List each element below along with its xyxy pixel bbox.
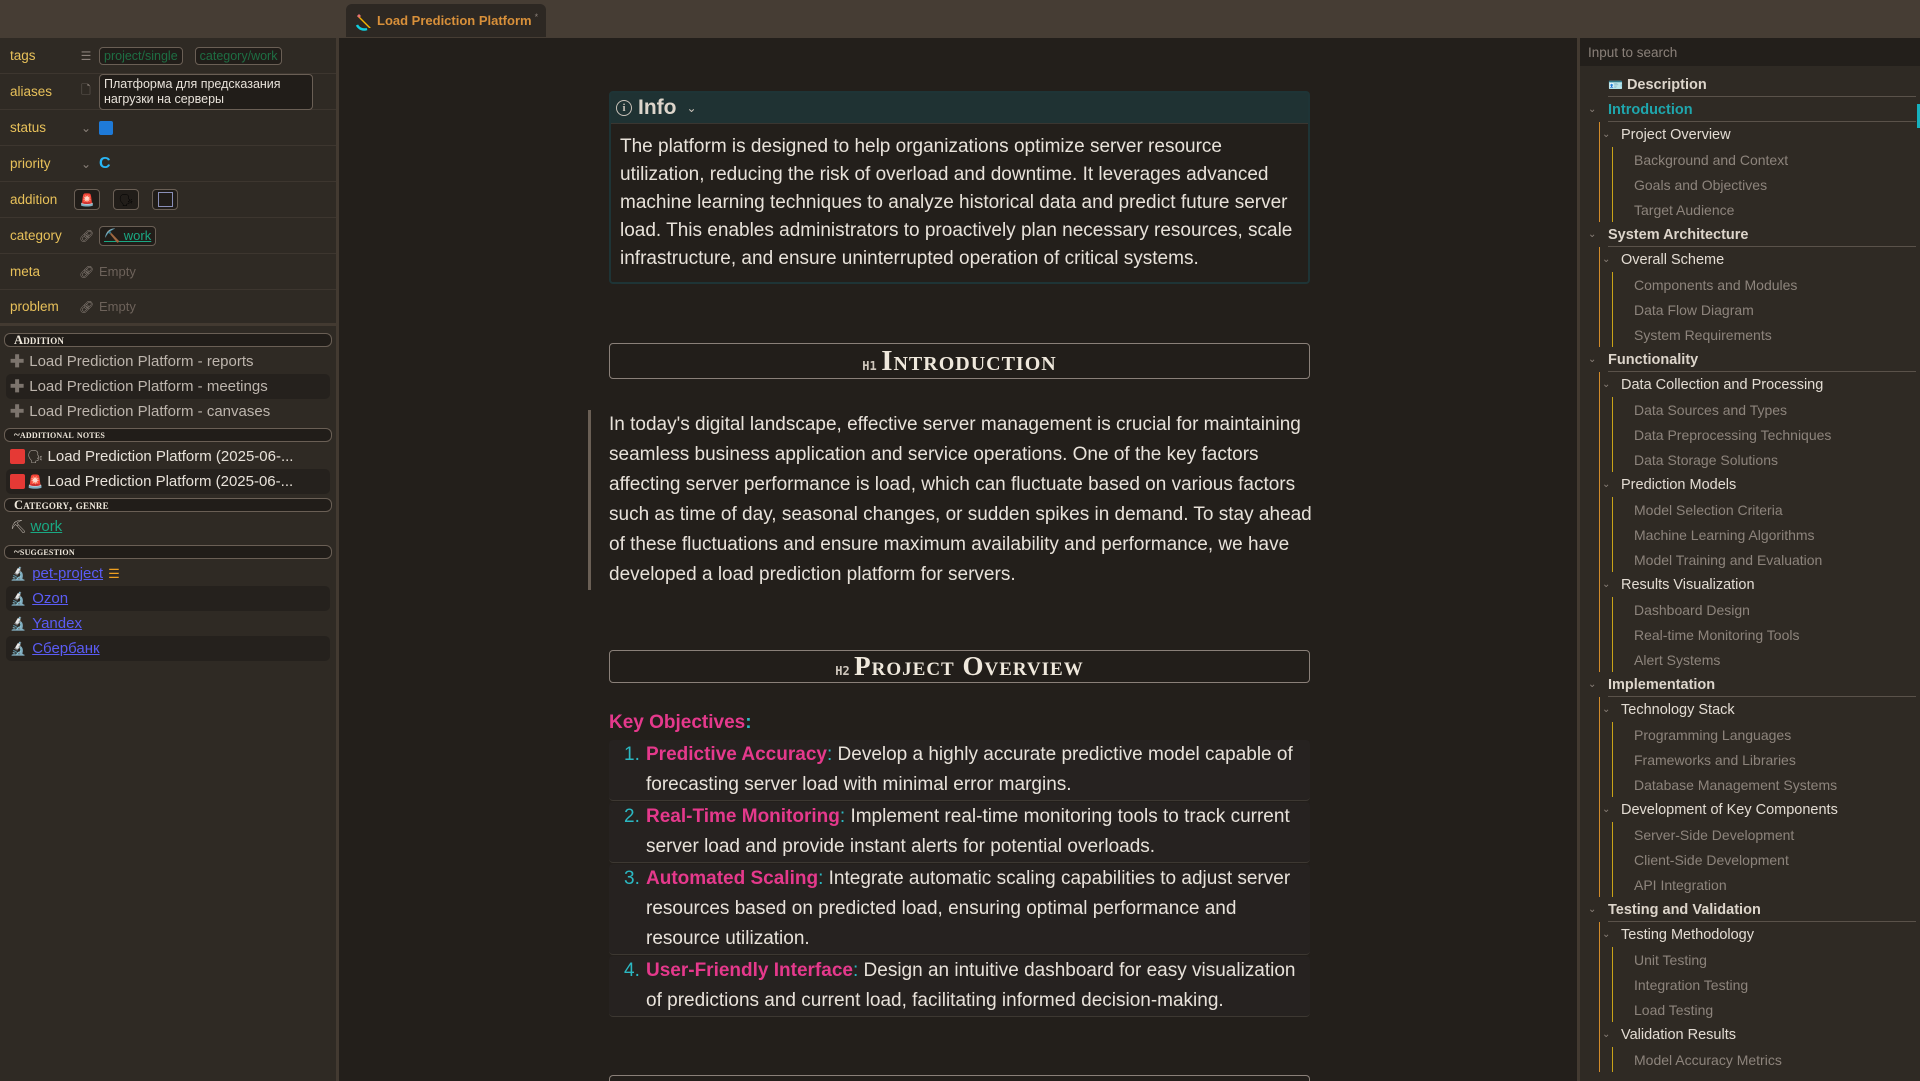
outline-item-label: Database Management Systems [1634, 776, 1838, 793]
outline-item-label: Implementation [1608, 676, 1716, 693]
outline-item-label: Dashboard Design [1634, 601, 1750, 618]
outline-item[interactable] [1580, 747, 1920, 772]
key-objectives-label: Key Objectives: [609, 712, 752, 733]
outline-item[interactable] [1580, 1022, 1920, 1047]
chevron-down-icon[interactable]: ⌄ [1588, 104, 1597, 115]
outline-item[interactable] [1580, 322, 1920, 347]
outline-item-label: Testing Methodology [1621, 926, 1754, 943]
outline-item-label: Frameworks and Libraries [1634, 751, 1796, 768]
property-addition [0, 182, 336, 218]
tab-title: Load Prediction Platform [377, 13, 532, 28]
outline-item-label: Alert Systems [1634, 651, 1721, 668]
outline-item-label: Results Visualization [1621, 576, 1755, 593]
property-problem [0, 290, 336, 326]
chevron-down-icon[interactable]: ⌄ [1588, 904, 1597, 915]
list-item[interactable]: ✚ Load Prediction Platform - reports [10, 351, 254, 371]
info-icon: i [616, 100, 632, 116]
outline-item-label: Prediction Models [1621, 476, 1737, 493]
speaking-head-icon[interactable]: 🗣 [113, 189, 139, 210]
outline-item[interactable] [1580, 297, 1920, 322]
list-item[interactable]: ⛏ work [10, 518, 63, 535]
outline-item-label: Data Preprocessing Techniques [1634, 426, 1832, 443]
indent-guide [1612, 722, 1613, 797]
priority-value[interactable]: C [99, 154, 111, 172]
outline-item[interactable] [1580, 72, 1920, 97]
outline-item[interactable] [1580, 422, 1920, 447]
info-callout [609, 91, 1310, 284]
callout-title: Info [638, 96, 677, 119]
outline-item[interactable] [1580, 197, 1920, 222]
link-icon: 🔗︎ [79, 299, 95, 314]
outline-item-label: Model Accuracy Metrics [1634, 1051, 1782, 1068]
outline-item[interactable] [1580, 472, 1920, 497]
outline-item[interactable] [1580, 772, 1920, 797]
chevron-down-icon[interactable]: ⌄ [1588, 229, 1597, 240]
outline-item[interactable] [1580, 797, 1920, 822]
problem-empty-value[interactable]: Empty [99, 299, 136, 314]
link-icon: 🔗︎ [79, 228, 95, 243]
indent-guide [1612, 597, 1613, 672]
property-status [0, 110, 336, 146]
objectives-list [609, 740, 1310, 1018]
outline-item-label: Integration Testing [1634, 976, 1749, 993]
property-key: status [10, 120, 47, 135]
microscope-icon: 🔬 [10, 590, 27, 606]
list-item[interactable]: 🗣 Load Prediction Platform (2025-06-... [6, 444, 330, 469]
plus-icon: ✚ [10, 376, 25, 396]
outline-search-input[interactable]: Input to search [1580, 38, 1920, 66]
tab-bar [0, 0, 1920, 38]
indent-guide [1612, 272, 1613, 347]
id-card-icon: 🪪 [1608, 77, 1623, 92]
red-square-icon [10, 474, 25, 489]
callout-header[interactable] [611, 93, 1308, 123]
plus-icon: ✚ [10, 401, 25, 421]
objective-item: 4. User-Friendly Interface: Design an intuitive dashboard for easy visualization of predictions and current load, facilitating informed decision-making. [609, 956, 1310, 1017]
siren-icon[interactable]: 🚨 [74, 189, 100, 210]
outline-item[interactable] [1580, 947, 1920, 972]
property-key: category [10, 228, 62, 243]
section-heading-addition: Addition [4, 333, 332, 347]
chevron-down-icon[interactable]: ⌄ [686, 101, 697, 115]
microscope-icon: 🔬 [10, 565, 27, 581]
indent-guide [1599, 122, 1600, 222]
siren-icon: 🚨 [27, 473, 44, 489]
outline-item[interactable] [1580, 872, 1920, 897]
outline-tree [1580, 66, 1920, 1072]
chevron-down-icon[interactable]: ⌄ [1602, 1029, 1611, 1040]
outline-item[interactable] [1580, 547, 1920, 572]
pencil-icon [354, 11, 374, 31]
outline-item[interactable] [1580, 272, 1920, 297]
status-blue-square-icon[interactable] [99, 121, 113, 135]
microscope-icon: 🔬 [10, 640, 27, 656]
outline-item[interactable] [1580, 247, 1920, 272]
outline-item[interactable] [1580, 372, 1920, 397]
heading-level-marker: H1 [862, 359, 877, 373]
indent-guide [1599, 697, 1600, 897]
outline-item-label: Server-Side Development [1634, 826, 1795, 843]
chevron-down-icon[interactable]: ⌄ [1602, 704, 1611, 715]
heading-text: Introduction [881, 345, 1057, 377]
file-code-icon: 🗋 [81, 83, 91, 97]
outline-item[interactable] [1580, 347, 1920, 372]
outline-item-label: Data Collection and Processing [1621, 376, 1824, 393]
outline-item[interactable] [1580, 622, 1920, 647]
tag-pill[interactable]: category/work [195, 47, 283, 65]
property-key: problem [10, 299, 59, 314]
outline-item[interactable] [1580, 997, 1920, 1022]
tag-pill[interactable]: project/single [99, 47, 183, 65]
heading-text: Project Overview [854, 651, 1084, 681]
indent-guide [1599, 372, 1600, 672]
outline-item[interactable] [1580, 522, 1920, 547]
aliases-field[interactable]: Платформа для предсказания нагрузки на серверы [99, 74, 313, 110]
outline-item[interactable] [1580, 722, 1920, 747]
modified-marker: * [534, 11, 539, 22]
indent-guide [1612, 147, 1613, 222]
chevron-down-icon[interactable]: ⌄ [80, 156, 92, 171]
property-tags [0, 38, 336, 74]
tab-load-prediction-platform[interactable] [346, 4, 546, 37]
properties-panel [0, 38, 339, 1081]
section-heading-suggestion: ~suggestion [4, 545, 332, 559]
section-heading-category: Category, genre [4, 498, 332, 512]
outline-item-label: Goals and Objectives [1634, 176, 1768, 193]
microscope-icon: 🔬 [10, 615, 27, 631]
outline-item[interactable] [1580, 122, 1920, 147]
outline-item-label: System Requirements [1634, 326, 1772, 343]
outline-item-label: Background and Context [1634, 151, 1789, 168]
list-item[interactable]: 🔬 Yandex [10, 615, 82, 632]
editor-content [342, 38, 1577, 1081]
outline-item-label: Unit Testing [1634, 951, 1707, 968]
outline-item-label: Data Flow Diagram [1634, 301, 1754, 318]
outline-item[interactable] [1580, 447, 1920, 472]
chevron-down-icon[interactable]: ⌄ [1602, 929, 1611, 940]
property-key: tags [10, 48, 36, 63]
outline-item[interactable] [1580, 822, 1920, 847]
outline-item[interactable] [1580, 672, 1920, 697]
outline-panel [1577, 38, 1920, 1081]
outline-item-label: Machine Learning Algorithms [1634, 526, 1815, 543]
outline-item-label: Data Storage Solutions [1634, 451, 1778, 468]
outline-item-label: Functionality [1608, 351, 1699, 368]
heading-level-marker: H2 [835, 664, 850, 678]
outline-item-label: Target Audience [1634, 201, 1735, 218]
property-key: meta [10, 264, 41, 279]
objective-item: 2. Real-Time Monitoring: Implement real-time monitoring tools to track current server load and provide instant alerts for potential overloads. [609, 802, 1310, 863]
outline-item[interactable] [1580, 847, 1920, 872]
outline-item-label: Validation Results [1621, 1026, 1736, 1043]
outline-item-label: Load Testing [1634, 1001, 1714, 1018]
property-key: aliases [10, 84, 53, 99]
property-meta [0, 254, 336, 290]
property-key: addition [10, 192, 58, 207]
heading-h2 [609, 650, 1310, 683]
outline-item-label: Model Training and Evaluation [1634, 551, 1823, 568]
outline-item-label: Overall Scheme [1621, 251, 1725, 268]
list-item[interactable]: ✚ Load Prediction Platform - canvases [10, 401, 271, 421]
outline-item-label: Data Sources and Types [1634, 401, 1788, 418]
outline-item-label: System Architecture [1608, 226, 1749, 243]
indent-guide [1599, 922, 1600, 1072]
outline-item[interactable] [1580, 697, 1920, 722]
outline-item[interactable] [1580, 172, 1920, 197]
property-aliases [0, 74, 336, 110]
chevron-down-icon[interactable]: ⌄ [1602, 479, 1611, 490]
heading-h1 [609, 343, 1310, 379]
outline-item-label: API Integration [1634, 876, 1727, 893]
outline-item-label: Client-Side Development [1634, 851, 1789, 868]
list-item[interactable]: 🔬 pet-project ☰ [10, 565, 120, 582]
outline-item[interactable] [1580, 897, 1920, 922]
outline-item-label: Programming Languages [1634, 726, 1792, 743]
outline-item-label: Model Selection Criteria [1634, 501, 1783, 518]
section-heading-additional-notes: ~additional notes [4, 428, 332, 442]
chevron-down-icon[interactable]: ⌄ [80, 120, 92, 135]
outline-item[interactable] [1580, 972, 1920, 997]
outline-item[interactable] [1580, 572, 1920, 597]
indent-guide [1612, 397, 1613, 472]
plus-icon: ✚ [10, 351, 25, 371]
outline-item[interactable] [1580, 597, 1920, 622]
outline-item[interactable] [1580, 397, 1920, 422]
red-square-icon [10, 449, 25, 464]
chevron-down-icon[interactable]: ⌄ [1602, 254, 1611, 265]
chevron-down-icon[interactable]: ⌄ [1602, 129, 1611, 140]
outline-item[interactable] [1580, 1047, 1920, 1072]
indent-guide [1612, 947, 1613, 1022]
list-item[interactable]: 🔬 Сбербанк [6, 636, 330, 661]
category-link[interactable]: ⛏️ work [99, 226, 156, 246]
indent-guide [1612, 822, 1613, 897]
property-key: priority [10, 156, 51, 171]
tasks-icon: ☰ [108, 565, 120, 581]
list-item[interactable]: 🚨 Load Prediction Platform (2025-06-... [6, 469, 330, 494]
callout-body: The platform is designed to help organizations optimize server resource utilization, reducing the risk of overload and downtime. It leverages advanced machine learning techniques to analyze historical data and predict future server load. This enables administrators to proactively plan necessary resources, scale infrastructure, and ensure uninterrupted operation of critical systems. [611, 123, 1308, 282]
chevron-down-icon[interactable]: ⌄ [1588, 354, 1597, 365]
intro-blockquote: In today's digital landscape, effective server management is crucial for maintaining seamless business application and service operations. One of the key factors affecting server performance is load, which can fluctuate based on various factors such as time of day, seasonal changes, or sudden spikes in demand. To stay ahead of these fluctuations and ensure maximum availability and performance, we have developed a load prediction platform for servers. [588, 410, 1318, 590]
pick-icon: ⛏ [10, 518, 27, 534]
outline-item-label: Technology Stack [1621, 701, 1735, 718]
property-priority [0, 146, 336, 182]
outline-item-label: Components and Modules [1634, 276, 1798, 293]
property-category [0, 218, 336, 254]
chevron-down-icon[interactable]: ⌄ [1602, 579, 1611, 590]
chevron-down-icon[interactable]: ⌄ [1602, 379, 1611, 390]
indent-guide [1599, 247, 1600, 347]
meta-empty-value[interactable]: Empty [99, 264, 136, 279]
outline-item[interactable] [1580, 222, 1920, 247]
outline-item-label: Description [1626, 76, 1707, 93]
outline-item-label: Development of Key Components [1621, 801, 1838, 818]
speaking-head-icon: 🗣 [27, 448, 44, 464]
outline-item[interactable] [1580, 922, 1920, 947]
outline-item[interactable] [1580, 147, 1920, 172]
chevron-down-icon[interactable]: ⌄ [1588, 679, 1597, 690]
chevron-down-icon[interactable]: ⌄ [1602, 804, 1611, 815]
outline-item[interactable] [1580, 497, 1920, 522]
outline-item-label: Testing and Validation [1608, 901, 1761, 918]
list-icon: ☰ [80, 48, 92, 63]
indent-guide [1612, 1047, 1613, 1072]
objective-item: 3. Automated Scaling: Integrate automatic scaling capabilities to adjust server resources based on predicted load, ensuring optimal performance and resource utilization. [609, 864, 1310, 955]
outline-item[interactable] [1580, 647, 1920, 672]
indent-guide [1612, 497, 1613, 572]
link-icon: 🔗︎ [79, 264, 95, 279]
objective-item: 1. Predictive Accuracy: Develop a highly accurate predictive model capable of forecasting server load with minimal error margins. [609, 740, 1310, 801]
list-item[interactable]: ✚ Load Prediction Platform - meetings [6, 374, 330, 399]
outline-item-label: Real-time Monitoring Tools [1634, 626, 1800, 643]
list-item[interactable]: 🔬 Ozon [6, 586, 330, 611]
outline-item-label: Introduction [1608, 101, 1693, 118]
outline-item-label: Project Overview [1621, 126, 1731, 143]
outline-item[interactable] [1580, 97, 1920, 122]
black-square-icon[interactable] [152, 189, 178, 210]
next-heading-box [609, 1075, 1310, 1081]
